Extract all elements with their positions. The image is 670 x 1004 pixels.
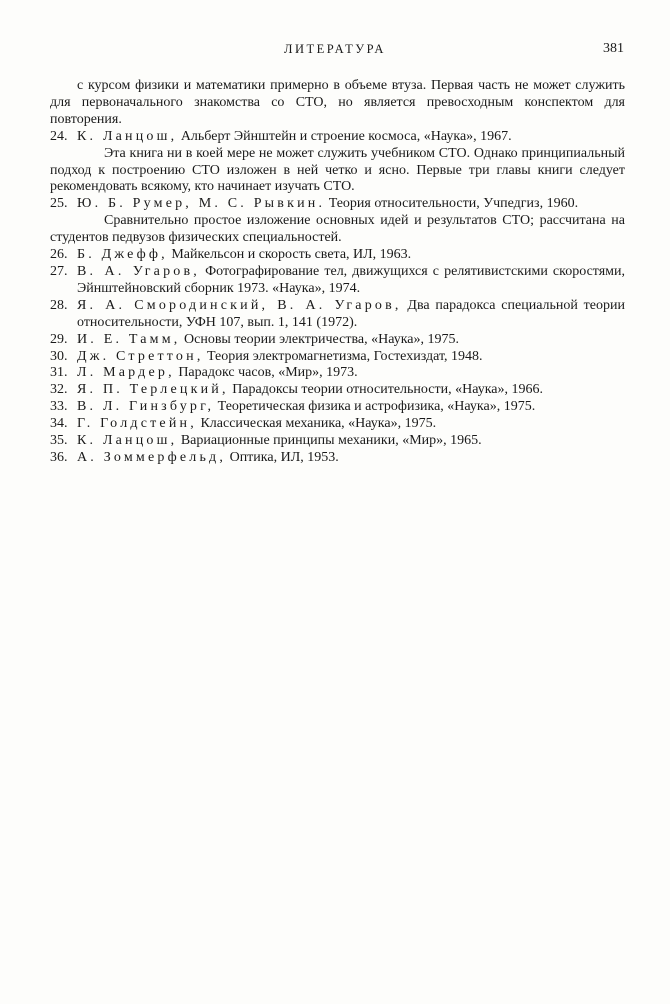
bibliography-entry-31	[50, 365, 625, 382]
entry-title: Вариационные принципы механики, «Мир», 1965.	[177, 433, 482, 449]
entry-title: Теоретическая физика и астрофизика, «Наука», 1975.	[214, 399, 536, 415]
entry-number: 34.	[50, 416, 68, 432]
entry-title: Классическая механика, «Наука», 1975.	[196, 416, 437, 432]
bibliography-entry-32	[50, 382, 625, 399]
bibliography-entry-30	[50, 349, 625, 366]
entry-title: Парадоксы теории относительности, «Наука», 1966.	[228, 382, 544, 398]
entry-number: 29.	[50, 331, 68, 347]
entry-title: Фотографирование тел, движущихся с релятивистскими скоростями, Эйнштейновский сборник 1973. «Наука», 1974.	[77, 263, 626, 296]
bibliography-entry-28	[50, 298, 625, 332]
entry-title: Теория относительности, Учпедгиз, 1960.	[325, 196, 579, 212]
entry-number: 31.	[50, 365, 68, 381]
bibliography-entry-27	[50, 264, 625, 298]
page-number: 381	[603, 41, 624, 56]
continued-note: с курсом физики и математики примерно в объеме втуза. Первая часть не может служить для первоначального знакомства со СТО, но является превосходным конспектом для повторения.	[50, 78, 625, 127]
entry-number: 35.	[50, 433, 68, 449]
entry-number: 27.	[50, 263, 68, 279]
entry-number: 24.	[50, 128, 68, 144]
entry-number: 30.	[50, 348, 68, 364]
entry-title: Теория электромагнетизма, Гостехиздат, 1948.	[203, 348, 483, 364]
entry-author: Г. Голдстейн,	[77, 416, 197, 432]
entry-author: А. Зоммерфельд,	[77, 449, 227, 465]
entry-title: Основы теории электричества, «Наука», 1975.	[180, 331, 459, 347]
bibliography-entry-26	[50, 247, 625, 264]
running-title: ЛИТЕРАТУРА	[284, 42, 386, 56]
entry-comment: Сравнительно простое изложение основных идей и результатов СТО; рассчитана на студентов педвузов физических специальностей.	[50, 213, 625, 246]
entry-title: Альберт Эйнштейн и строение космоса, «Наука», 1967.	[177, 128, 512, 144]
entry-author: Я. П. Терлецкий,	[77, 382, 229, 398]
entry-number: 36.	[50, 449, 68, 465]
bibliography-entry-35	[50, 433, 625, 450]
bibliography-entry-29	[50, 332, 625, 349]
bibliography-entry-33	[50, 399, 625, 416]
entry-comment: Эта книга ни в коей мере не может служить учебником СТО. Однако принципиальный подход к построению СТО изложен в ней четко и ясно. Первые три главы книги следует рекомендовать всякому, кто начинает изучать СТО.	[50, 145, 625, 195]
bibliography-entry-24	[50, 129, 625, 146]
entry-author: Я. А. Смородинский, В. А. Угаров,	[77, 297, 402, 313]
bibliography	[50, 78, 625, 467]
entry-author: Ю. Б. Румер, М. С. Рывкин.	[77, 196, 326, 212]
entry-author: Л. Мардер,	[77, 365, 175, 381]
bibliography-entry-25	[50, 196, 625, 213]
entry-number: 33.	[50, 399, 68, 415]
entry-title: Парадокс часов, «Мир», 1973.	[174, 365, 358, 381]
entry-author: К. Ланцош,	[77, 128, 178, 144]
entry-title: Два парадокса специальной теории относительности, УФН 107, вып. 1, 141 (1972).	[77, 297, 625, 330]
bibliography-entry-36	[50, 450, 625, 467]
entry-author: К. Ланцош,	[77, 433, 178, 449]
entry-number: 32.	[50, 382, 68, 398]
entry-number: 28.	[50, 297, 68, 313]
entry-author: И. Е. Тамм,	[77, 331, 181, 347]
bibliography-entry-34	[50, 416, 625, 433]
entry-number: 25.	[50, 196, 68, 212]
entry-title: Оптика, ИЛ, 1953.	[226, 449, 339, 465]
entry-number: 26.	[50, 247, 68, 263]
entry-author: Б. Джефф,	[77, 247, 168, 263]
entry-author: В. А. Угаров,	[77, 263, 200, 279]
entry-author: В. Л. Гинзбург,	[77, 399, 215, 415]
entry-title: Майкельсон и скорость света, ИЛ, 1963.	[167, 247, 412, 263]
entry-author: Дж. Стреттон,	[77, 348, 204, 364]
